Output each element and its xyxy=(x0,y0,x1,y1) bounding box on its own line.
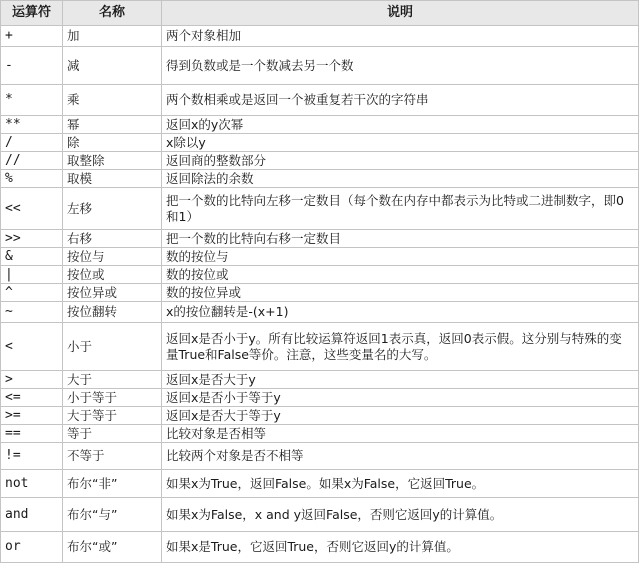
table-row xyxy=(1,425,639,443)
name-cell: 按位翻转 xyxy=(63,302,162,323)
name-cell: 按位或 xyxy=(63,266,162,284)
operator-cell: // xyxy=(1,152,63,170)
description-cell: 如果x为True，返回False。如果x为False，它返回True。 xyxy=(162,470,639,498)
description-cell: 比较两个对象是否不相等 xyxy=(162,443,639,470)
name-cell: 大于等于 xyxy=(63,407,162,425)
operator-cell: >= xyxy=(1,407,63,425)
description-cell: 返回x是否小于y。所有比较运算符返回1表示真，返回0表示假。这分别与特殊的变量True和False等价。注意，这些变量名的大写。 xyxy=(162,323,639,371)
name-cell: 右移 xyxy=(63,230,162,248)
operator-cell: == xyxy=(1,425,63,443)
operator-cell: * xyxy=(1,85,63,116)
name-cell: 布尔“非” xyxy=(63,470,162,498)
operator-cell: < xyxy=(1,323,63,371)
description-cell: 如果x为False，x and y返回False，否则它返回y的计算值。 xyxy=(162,498,639,532)
description-cell: 返回x是否大于y xyxy=(162,371,639,389)
table-row xyxy=(1,230,639,248)
name-cell: 左移 xyxy=(63,188,162,230)
operator-cell: != xyxy=(1,443,63,470)
description-cell: 数的按位异或 xyxy=(162,284,639,302)
operator-cell: <= xyxy=(1,389,63,407)
table-row xyxy=(1,170,639,188)
operator-cell: & xyxy=(1,248,63,266)
operator-cell: % xyxy=(1,170,63,188)
table-row xyxy=(1,443,639,470)
description-cell: 把一个数的比特向右移一定数目 xyxy=(162,230,639,248)
description-cell: 比较对象是否相等 xyxy=(162,425,639,443)
name-cell: 按位与 xyxy=(63,248,162,266)
table-row xyxy=(1,47,639,85)
name-cell: 小于等于 xyxy=(63,389,162,407)
description-cell: 两个对象相加 xyxy=(162,26,639,47)
name-cell: 取整除 xyxy=(63,152,162,170)
name-cell: 等于 xyxy=(63,425,162,443)
description-cell: 返回x是否大于等于y xyxy=(162,407,639,425)
description-cell: x除以y xyxy=(162,134,639,152)
name-cell: 布尔“与” xyxy=(63,498,162,532)
description-cell: 返回x是否小于等于y xyxy=(162,389,639,407)
name-cell: 按位异或 xyxy=(63,284,162,302)
table-row xyxy=(1,248,639,266)
name-cell: 大于 xyxy=(63,371,162,389)
table-row xyxy=(1,389,639,407)
name-cell: 乘 xyxy=(63,85,162,116)
table-row xyxy=(1,470,639,498)
name-cell: 小于 xyxy=(63,323,162,371)
table-row xyxy=(1,498,639,532)
operator-cell: | xyxy=(1,266,63,284)
operator-cell: and xyxy=(1,498,63,532)
operator-cell: << xyxy=(1,188,63,230)
description-cell: 返回商的整数部分 xyxy=(162,152,639,170)
operator-cell: > xyxy=(1,371,63,389)
name-cell: 取模 xyxy=(63,170,162,188)
description-cell: x的按位翻转是-(x+1) xyxy=(162,302,639,323)
table-row xyxy=(1,266,639,284)
operator-cell: + xyxy=(1,26,63,47)
description-cell: 两个数相乘或是返回一个被重复若干次的字符串 xyxy=(162,85,639,116)
header-row xyxy=(1,1,639,26)
operator-cell: or xyxy=(1,532,63,563)
table-row xyxy=(1,407,639,425)
description-cell: 返回除法的余数 xyxy=(162,170,639,188)
table-row xyxy=(1,371,639,389)
operator-cell: ^ xyxy=(1,284,63,302)
table-row xyxy=(1,284,639,302)
header-operator: 运算符 xyxy=(1,1,63,26)
name-cell: 幂 xyxy=(63,116,162,134)
table-row xyxy=(1,26,639,47)
operator-cell: / xyxy=(1,134,63,152)
description-cell: 把一个数的比特向左移一定数目（每个数在内存中都表示为比特或二进制数字，即0和1） xyxy=(162,188,639,230)
table-row xyxy=(1,134,639,152)
table-row xyxy=(1,302,639,323)
name-cell: 不等于 xyxy=(63,443,162,470)
name-cell: 除 xyxy=(63,134,162,152)
description-cell: 得到负数或是一个数减去另一个数 xyxy=(162,47,639,85)
operator-cell: - xyxy=(1,47,63,85)
description-cell: 数的按位与 xyxy=(162,248,639,266)
table-row xyxy=(1,188,639,230)
description-cell: 数的按位或 xyxy=(162,266,639,284)
operator-cell: >> xyxy=(1,230,63,248)
operator-cell: not xyxy=(1,470,63,498)
operator-cell: ~ xyxy=(1,302,63,323)
operator-cell: ** xyxy=(1,116,63,134)
header-name: 名称 xyxy=(63,1,162,26)
table-row xyxy=(1,116,639,134)
header-description: 说明 xyxy=(162,1,639,26)
description-cell: 如果x是True，它返回True，否则它返回y的计算值。 xyxy=(162,532,639,563)
table-row xyxy=(1,152,639,170)
description-cell: 返回x的y次幂 xyxy=(162,116,639,134)
name-cell: 减 xyxy=(63,47,162,85)
table-row xyxy=(1,323,639,371)
table-row xyxy=(1,532,639,563)
table-row xyxy=(1,85,639,116)
name-cell: 加 xyxy=(63,26,162,47)
name-cell: 布尔“或” xyxy=(63,532,162,563)
